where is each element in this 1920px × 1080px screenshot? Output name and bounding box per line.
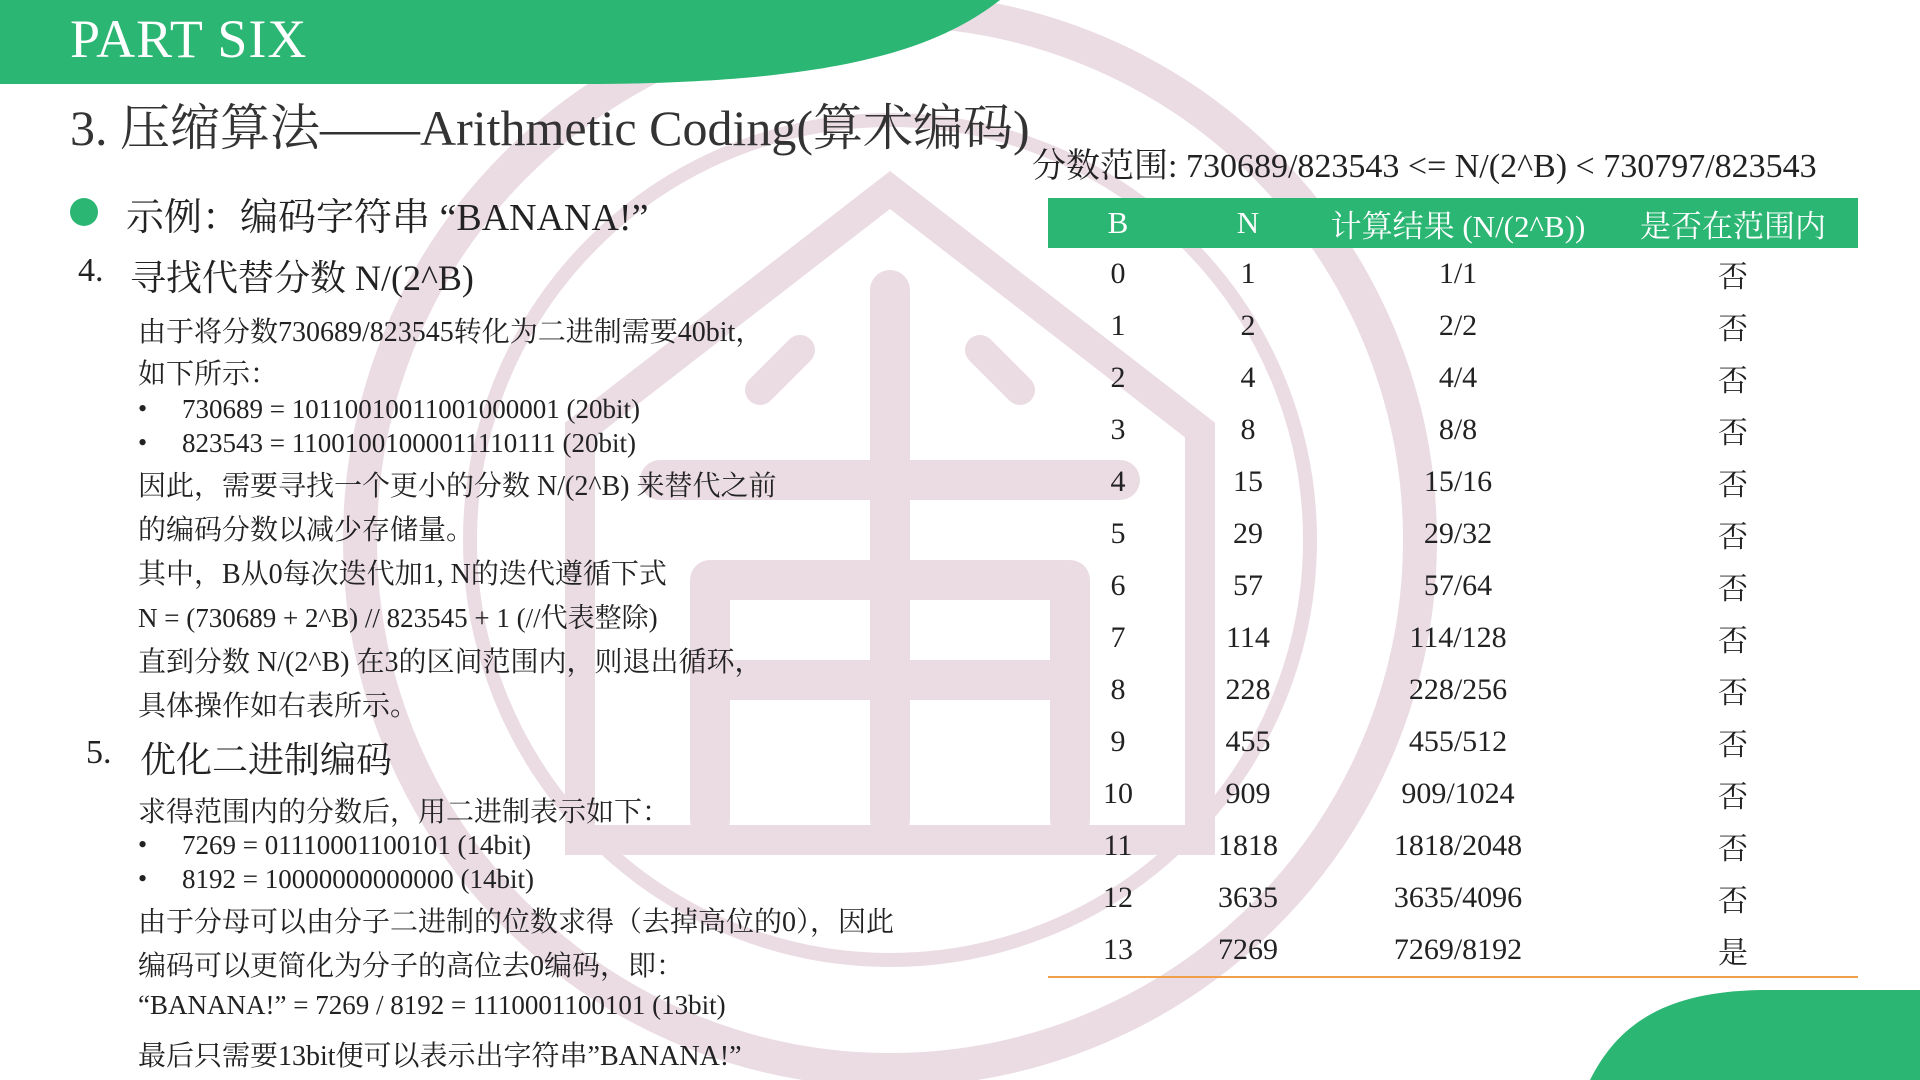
cell-result: 909/1024: [1401, 777, 1515, 810]
bullet-dot-icon: •: [138, 864, 148, 893]
fraction-range: 分数范围: 730689/823543 <= N/(2^B) < 730797/823543: [1032, 148, 1817, 185]
cell-n: 29: [1233, 517, 1263, 550]
cell-n: 1818: [1218, 829, 1278, 862]
table-row: [1048, 768, 1858, 820]
cell-n: 1: [1240, 257, 1256, 290]
table-header-row: [1048, 198, 1858, 248]
part-label: PART SIX: [70, 9, 308, 69]
cell-n: 7269: [1188, 924, 1308, 977]
cell-b: 4: [1110, 465, 1126, 498]
cell-b: 8: [1110, 673, 1126, 706]
table-header-b: B: [1107, 205, 1129, 240]
cell-result: 29/32: [1423, 517, 1493, 550]
cell-b: 5: [1110, 517, 1126, 550]
step5-line-3: 编码可以更简化为分子的高位去0编码，即：: [138, 951, 685, 982]
corner-band: [1590, 990, 1920, 1080]
step4-bullet-2: 823543 = 11001001000011110111 (20bit): [182, 428, 636, 458]
cell-b: 10: [1103, 777, 1133, 810]
slide-title: 3. 压缩算法——Arithmetic Coding(算术编码): [70, 100, 1030, 156]
cell-in-range: 否: [1718, 417, 1748, 450]
table-row: [1048, 456, 1858, 508]
table-row: [1048, 664, 1858, 716]
cell-n: 455: [1225, 725, 1271, 758]
cell-result: 4/4: [1438, 361, 1478, 394]
cell-result: 1818/2048: [1393, 829, 1523, 862]
table-row: [1048, 716, 1858, 768]
cell-in-range: 否: [1718, 261, 1748, 294]
step5-line-5: 最后只需要13bit便可以表示出字符串”BANANA!”: [138, 1041, 742, 1072]
cell-n: 57: [1233, 569, 1263, 602]
cell-n: 114: [1226, 621, 1270, 654]
step4-line-4: 的编码分数以减少存储量。: [138, 515, 475, 546]
cell-b: 6: [1110, 569, 1126, 602]
table-row: [1048, 560, 1858, 612]
table-row: [1048, 924, 1858, 977]
step4-line-8: 具体操作如右表所示。: [138, 691, 419, 722]
cell-n: 4: [1240, 361, 1256, 394]
step4-number: 4.: [78, 252, 104, 289]
table-body: [1048, 248, 1858, 977]
cell-result: 228/256: [1408, 673, 1508, 706]
table-row: [1048, 820, 1858, 872]
step5-bullet-1: 7269 = 01110001100101 (14bit): [182, 830, 531, 860]
iteration-table: [1048, 198, 1858, 978]
cell-result: 2/2: [1438, 309, 1478, 342]
cell-result: 57/64: [1423, 569, 1493, 602]
cell-b: 2: [1110, 361, 1126, 394]
table-row: [1048, 508, 1858, 560]
table-header-n: N: [1236, 205, 1260, 240]
step4-title: 寻找代替分数 N/(2^B): [130, 258, 474, 298]
cell-in-range: 否: [1718, 365, 1748, 398]
cell-in-range: 否: [1718, 729, 1748, 762]
step5-title: 优化二进制编码: [140, 740, 393, 780]
step5-number: 5.: [86, 734, 112, 771]
cell-n: 8: [1240, 413, 1256, 446]
cell-in-range: 否: [1718, 573, 1748, 606]
cell-result: 8/8: [1438, 413, 1478, 446]
step4-bullet-1: 730689 = 10110010011001000001 (20bit): [182, 394, 640, 424]
cell-result: 15/16: [1423, 465, 1493, 498]
table-header-in-range: 是否在范围内: [1640, 208, 1826, 244]
cell-b: 7: [1110, 621, 1126, 654]
cell-in-range: 否: [1718, 625, 1748, 658]
step4-formula: N = (730689 + 2^B) // 823545 + 1 (//代表整除): [138, 603, 658, 633]
cell-result: 1/1: [1438, 257, 1478, 290]
table-row: [1048, 612, 1858, 664]
cell-in-range: 否: [1718, 885, 1748, 918]
cell-b: 0: [1110, 257, 1126, 290]
cell-in-range: 是: [1608, 924, 1858, 977]
table-row: [1048, 352, 1858, 404]
cell-in-range: 否: [1718, 781, 1748, 814]
cell-in-range: 否: [1718, 521, 1748, 554]
green-bullet-icon: [70, 198, 98, 226]
step5-line-2: 由于分母可以由分子二进制的位数求得（去掉高位的0），因此: [138, 907, 895, 938]
table-row: [1048, 872, 1858, 924]
cell-result: 3635/4096: [1393, 881, 1523, 914]
cell-in-range: 否: [1718, 833, 1748, 866]
bullet-dot-icon: •: [138, 394, 148, 423]
step4-line-2: 如下所示：: [138, 359, 279, 390]
step4-line-1: 由于将分数730689/823545转化为二进制需要40bit，: [138, 317, 764, 348]
step5-line-1: 求得范围内的分数后，用二进制表示如下：: [138, 797, 671, 828]
step4-line-7: 直到分数 N/(2^B) 在3的区间范围内，则退出循环，: [138, 647, 763, 678]
cell-b: 9: [1110, 725, 1126, 758]
table-row: [1048, 404, 1858, 456]
table-header-result: 计算结果 (N/(2^B)): [1330, 208, 1586, 244]
cell-n: 228: [1225, 673, 1271, 706]
step5-result: “BANANA!” = 7269 / 8192 = 1110001100101 (13bit): [138, 990, 726, 1020]
bullet-dot-icon: •: [138, 830, 148, 859]
cell-b: 11: [1103, 829, 1133, 862]
table-row: [1048, 248, 1858, 300]
cell-b: 12: [1103, 881, 1133, 914]
cell-b: 13: [1048, 924, 1188, 977]
step4-line-5: 其中，B从0每次迭代加1, N的迭代遵循下式: [138, 559, 667, 590]
cell-result: 7269/8192: [1308, 924, 1608, 977]
cell-n: 3635: [1218, 881, 1278, 914]
cell-b: 3: [1110, 413, 1126, 446]
cell-in-range: 否: [1718, 677, 1748, 710]
cell-result: 114/128: [1409, 621, 1507, 654]
table-row: [1048, 300, 1858, 352]
cell-n: 2: [1240, 309, 1256, 342]
cell-n: 909: [1225, 777, 1271, 810]
step4-line-3: 因此，需要寻找一个更小的分数 N/(2^B) 来替代之前: [138, 471, 777, 502]
example-heading: 示例：编码字符串 “BANANA!”: [126, 197, 649, 239]
cell-in-range: 否: [1718, 469, 1748, 502]
step5-bullet-2: 8192 = 10000000000000 (14bit): [182, 864, 534, 894]
bullet-dot-icon: •: [138, 428, 148, 457]
cell-b: 1: [1110, 309, 1126, 342]
cell-n: 15: [1233, 465, 1263, 498]
cell-result: 455/512: [1408, 725, 1508, 758]
cell-in-range: 否: [1718, 313, 1748, 346]
